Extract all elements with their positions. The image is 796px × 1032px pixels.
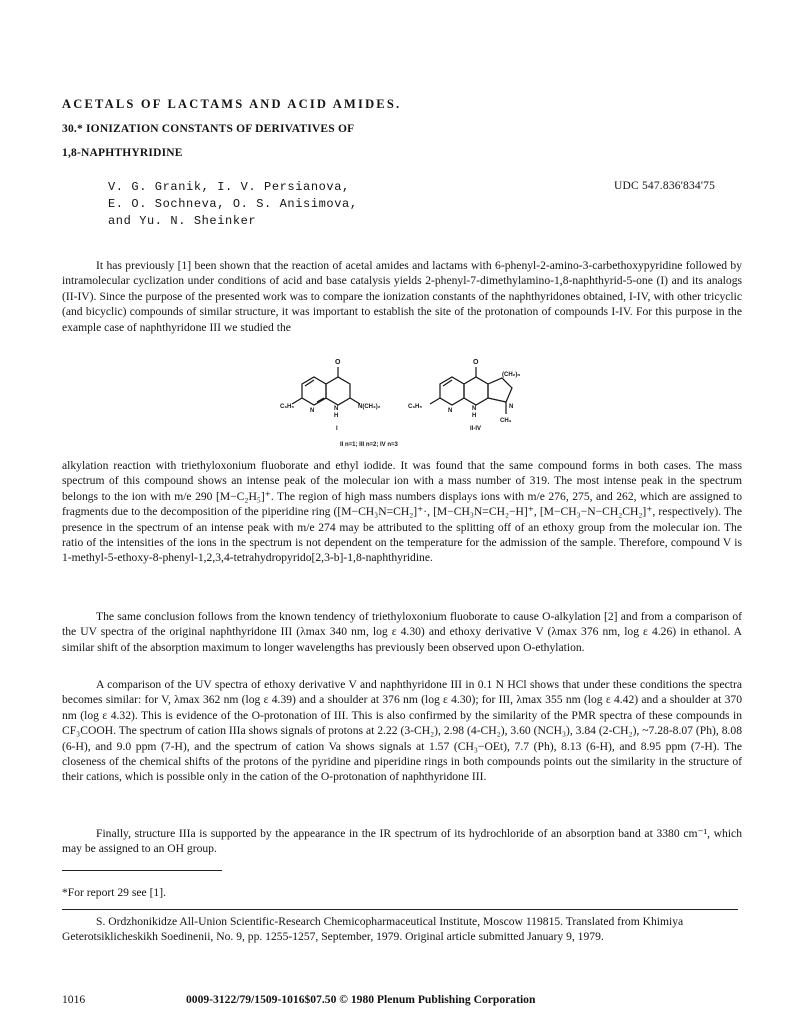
footnote-divider bbox=[62, 870, 222, 871]
phenyl-label-left: C₆H₅ bbox=[280, 404, 295, 410]
author-line: and Yu. N. Sheinker bbox=[108, 214, 257, 228]
phenyl-label-right: C₆H₅ bbox=[408, 404, 423, 410]
nh-label-right: N bbox=[472, 406, 477, 412]
author-line: V. G. Granik, I. V. Persianova, bbox=[108, 180, 350, 194]
affiliation-divider bbox=[62, 909, 738, 910]
paragraph-text: It has previously [1] been shown that the reaction of acetal amides and lactams with 6-phenyl-2-amino-3-carbethoxypyridine followed by intramolecular cyclization under conditions of acid and base catalysis yields 2-phenyl-7-dimethylamino-1,8-naphthyrid-5-one (I) and its analogs (II-IV). Since the purpose of the presented work was to compare the ionization constants of the naphthyridones obtained, I-IV, with other tricyclic (and bicyclic) compounds of similar structure, it was important to establish the site of the protonation of compounds I-IV. For this purpose in the example case of naphthyridone III we studied the bbox=[62, 259, 742, 334]
oxygen-label-left: O bbox=[335, 359, 341, 366]
article-title-line-2: 1,8-NAPHTHYRIDINE bbox=[62, 147, 183, 159]
paragraph-text: Finally, structure IIIa is supported by the appearance in the IR spectrum of its hydrochloride of an absorption band at 3380 cm⁻¹, which may be assigned to an OH group. bbox=[62, 827, 742, 856]
paragraph-intro bbox=[62, 258, 742, 335]
author-line: E. O. Sochneva, O. S. Anisimova, bbox=[108, 197, 358, 211]
paragraph-ir bbox=[62, 826, 742, 857]
paragraph-text: The same conclusion follows from the known tendency of triethyloxonium fluoborate to cause O-alkylation [2] and from a comparison of the UV spectra of the original naphthyridone III (λmax 340 nm, log ε 4.30) and ethoxy derivative V (λmax 376 nm, log ε 4.26) in ethanol. A similar shift of the absorption maximum to longer wavelengths has previously been observed upon O-ethylation. bbox=[62, 610, 742, 654]
oxygen-label-right: O bbox=[473, 359, 479, 366]
paragraph-uv-hcl bbox=[62, 677, 742, 785]
article-title-line-1: 30.* IONIZATION CONSTANTS OF DERIVATIVES OF bbox=[62, 123, 355, 135]
nh-label-left: N bbox=[334, 406, 339, 412]
piperidine-ring bbox=[488, 378, 512, 402]
ring-nitrogen-label: N bbox=[509, 404, 514, 410]
methylene-chain-label: (CH₂)ₙ bbox=[502, 372, 521, 378]
affiliation-note: S. Ordzhonikidze All-Union Scientific-Research Chemicopharmaceutical Institute, Moscow 119815. Translated from Khimiya Geterotsiklicheskikh Soedinenii, No. 9, pp. 1255-1257, September, 1979. Original article submitted January 9, 1979. bbox=[62, 915, 684, 944]
h-label-right: H bbox=[472, 413, 477, 419]
h-label-left: H bbox=[334, 413, 339, 419]
series-title: ACETALS OF LACTAMS AND ACID AMIDES. bbox=[62, 97, 402, 111]
page-number: 1016 bbox=[62, 993, 86, 1006]
paragraph-text: A comparison of the UV spectra of ethoxy derivative V and naphthyridone III in 0.1 N HCl shows that under these conditions the spectra becomes similar: for V, λmax 362 nm (log ε 4.39) and a shoulder at 376 nm (log ε 4.30); for III, λmax 355 nm (log ε 4.42) and a shoulder at 370 nm (log ε 4.32). This is evidence of the O-protonation of III. This is also confirmed by the similarity of the PMR spectra of these compounds in CF₃COOH. The spectrum of cation IIIa shows signals of protons at 2.22 (3-CH₂), 2.98 (4-CH₂), 3.60 (NCH₃), 3.84 (2-CH₂), ~7.28-8.07 (Ph), 8.08 (6-H), and 9.0 ppm (7-H), and the spectrum of cation Va shows signals at 1.57 (CH₃−OEt), 7.7 (Ph), 8.13 (6-H), and 8.95 ppm (7-H). The closeness of the chemical shifts of the protons of the pyridine and piperidine rings in both compounds points out the similarity in the structure of their cations, which is possible only in the cation of the O-protonation of naphthyridone III. bbox=[62, 678, 742, 784]
compound-label-ii-iv: II-IV bbox=[470, 426, 482, 432]
compound-label-i: I bbox=[336, 426, 338, 432]
paragraph-mass-spectrum bbox=[62, 458, 742, 566]
pyridine-ring-left bbox=[302, 377, 326, 405]
footnote: *For report 29 see [1]. bbox=[62, 886, 166, 899]
structure-drawing bbox=[280, 352, 550, 452]
paragraph-uv-ethanol bbox=[62, 609, 742, 655]
author-list bbox=[108, 179, 358, 230]
compound-variants: II n=1; III n=2; IV n=3 bbox=[340, 442, 398, 448]
udc-code: UDC 547.836'834'75 bbox=[614, 180, 716, 192]
pyridone-ring-left bbox=[326, 377, 350, 405]
copyright-line: 0009-3122/79/1509-1016$07.50 © 1980 Plenum Publishing Corporation bbox=[186, 993, 536, 1006]
paragraph-text: alkylation reaction with triethyloxonium fluoborate and ethyl iodide. It was found that the same compound forms in both cases. The mass spectrum of this compound shows an intense peak of the molecular ion with a mass number of 319. The most intense peak in the spectrum belongs to the ion with m/e 290 [M−C₂H₅]⁺. The region of high mass numbers displays ions with m/e 276, 275, and 262, which are assigned to fragments due to the decomposition of the piperidine ring ([M−CH₃N=CH₂]⁺·, [M−CH₃N=CH₂−H]⁺, [M−CH₃−N−CH₂CH₂]⁺, respectively). The presence in the spectrum of an intense peak with m/e 274 may be attributed to the splitting off of an ethoxy group from the molecular ion. The ratio of the intensities of the ions in the spectrum is not dependent on the temperature for the admission of the sample. Therefore, compound V is 1-methyl-5-ethoxy-8-phenyl-1,2,3,4-tetrahydropyrido[2,3-b]-1,8-naphthyridine. bbox=[62, 459, 742, 565]
pyridine-ring-right bbox=[440, 377, 464, 405]
dimethylamino-label: N(CH₃)₂ bbox=[358, 404, 381, 410]
pyridone-ring-right bbox=[464, 377, 488, 405]
nitrogen-label-right: N bbox=[448, 408, 453, 414]
chemical-structure-figure bbox=[280, 352, 550, 452]
methyl-label: CH₃ bbox=[500, 418, 512, 424]
nitrogen-label-left: N bbox=[310, 408, 315, 414]
